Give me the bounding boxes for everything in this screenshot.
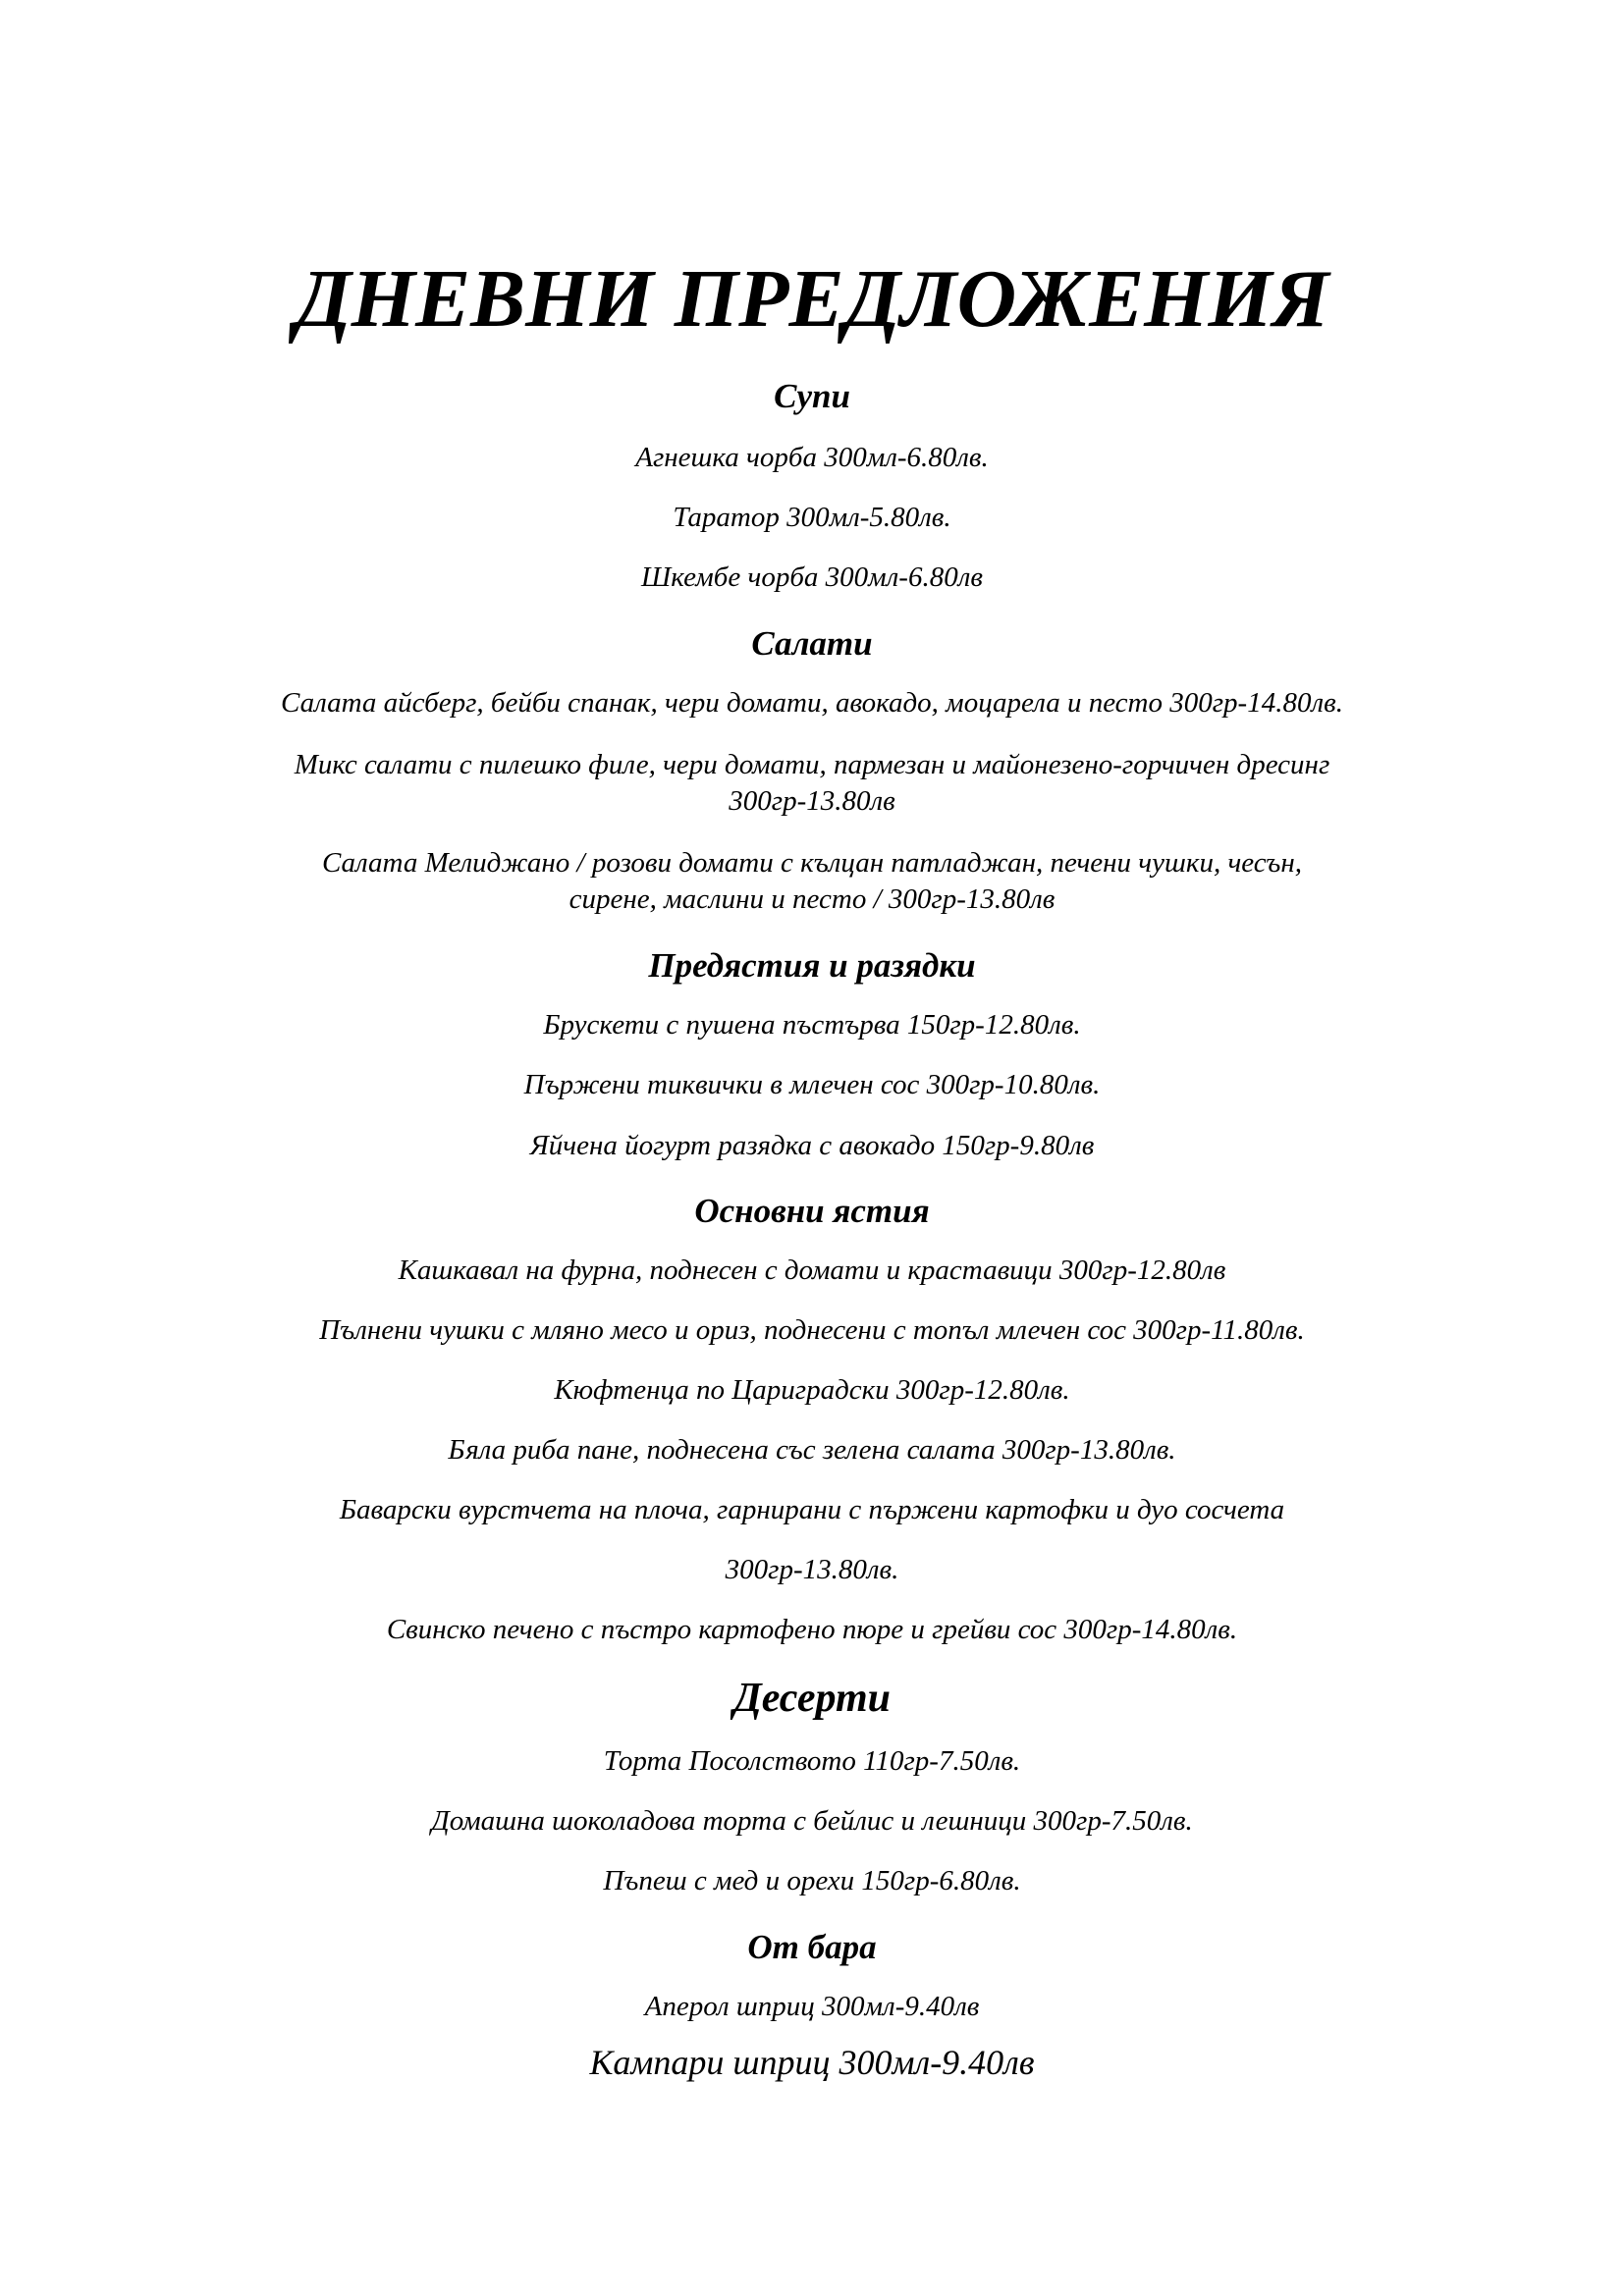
menu-item: Салата Мелиджано / розови домати с кълцан патладжан, печени чушки, чесън, (322, 847, 1302, 879)
menu-item: Таратор 300мл-5.80лв. (673, 502, 951, 533)
section-heading-salads: Салати (751, 624, 873, 663)
menu-item: Брускети с пушена пъстърва 150гр-12.80лв. (543, 1009, 1081, 1041)
menu-item: Шкембе чорба 300мл-6.80лв (641, 561, 983, 593)
page-title: ДНЕВНИ ПРЕДЛОЖЕНИЯ (295, 253, 1329, 345)
menu-item: Свинско печено с пъстро картофено пюре и грейви сос 300гр-14.80лв. (386, 1614, 1238, 1645)
menu-item: Кашкавал на фурна, поднесен с домати и краставици 300гр-12.80лв (398, 1255, 1226, 1286)
section-heading-soups: Супи (774, 377, 850, 415)
menu-item-continuation: сирене, маслини и песто / 300гр-13.80лв (568, 883, 1056, 915)
menu-item: Пъпеш с мед и орехи 150гр-6.80лв. (603, 1865, 1021, 1896)
menu-item: Бяла риба пане, поднесена със зелена салата 300гр-13.80лв. (448, 1434, 1176, 1466)
menu-item: Баварски вурстчета на плоча, гарнирани с пържени картофки и дуо сосчета (339, 1494, 1285, 1525)
menu-item: Яйчена йогурт разядка с авокадо 150гр-9.80лв (529, 1130, 1095, 1161)
menu-item: Агнешка чорба 300мл-6.80лв. (635, 442, 989, 473)
menu-item: Кампари шприц 300мл-9.40лв (589, 2043, 1035, 2082)
menu-item-continuation: 300гр-13.80лв. (725, 1554, 899, 1585)
menu-item: Микс салати с пилешко филе, чери домати, пармезан и майонезено-горчичен дресинг (294, 749, 1330, 780)
menu-item: Торта Посолството 110гр-7.50лв. (603, 1745, 1021, 1777)
section-heading-mains: Основни ястия (694, 1192, 930, 1230)
menu-item: Пържени тиквички в млечен сос 300гр-10.80лв. (523, 1069, 1101, 1100)
section-heading-starters: Предястия и разядки (648, 946, 976, 985)
menu-item-continuation: 300гр-13.80лв (729, 785, 895, 817)
menu-item: Домашна шоколадова торта с бейлис и лешници 300гр-7.50лв. (431, 1805, 1193, 1837)
menu-item: Салата айсберг, бейби спанак, чери домати, авокадо, моцарела и песто 300гр-14.80лв. (281, 687, 1343, 719)
section-heading-desserts: Десерти (733, 1676, 891, 1721)
menu-item: Пълнени чушки с мляно месо и ориз, поднесени с топъл млечен сос 300гр-11.80лв. (319, 1314, 1305, 1346)
menu-item: Аперол шприц 300мл-9.40лв (644, 1991, 980, 2022)
section-heading-bar: От бара (747, 1928, 877, 1966)
menu-item: Кюфтенца по Цариградски 300гр-12.80лв. (554, 1374, 1070, 1406)
